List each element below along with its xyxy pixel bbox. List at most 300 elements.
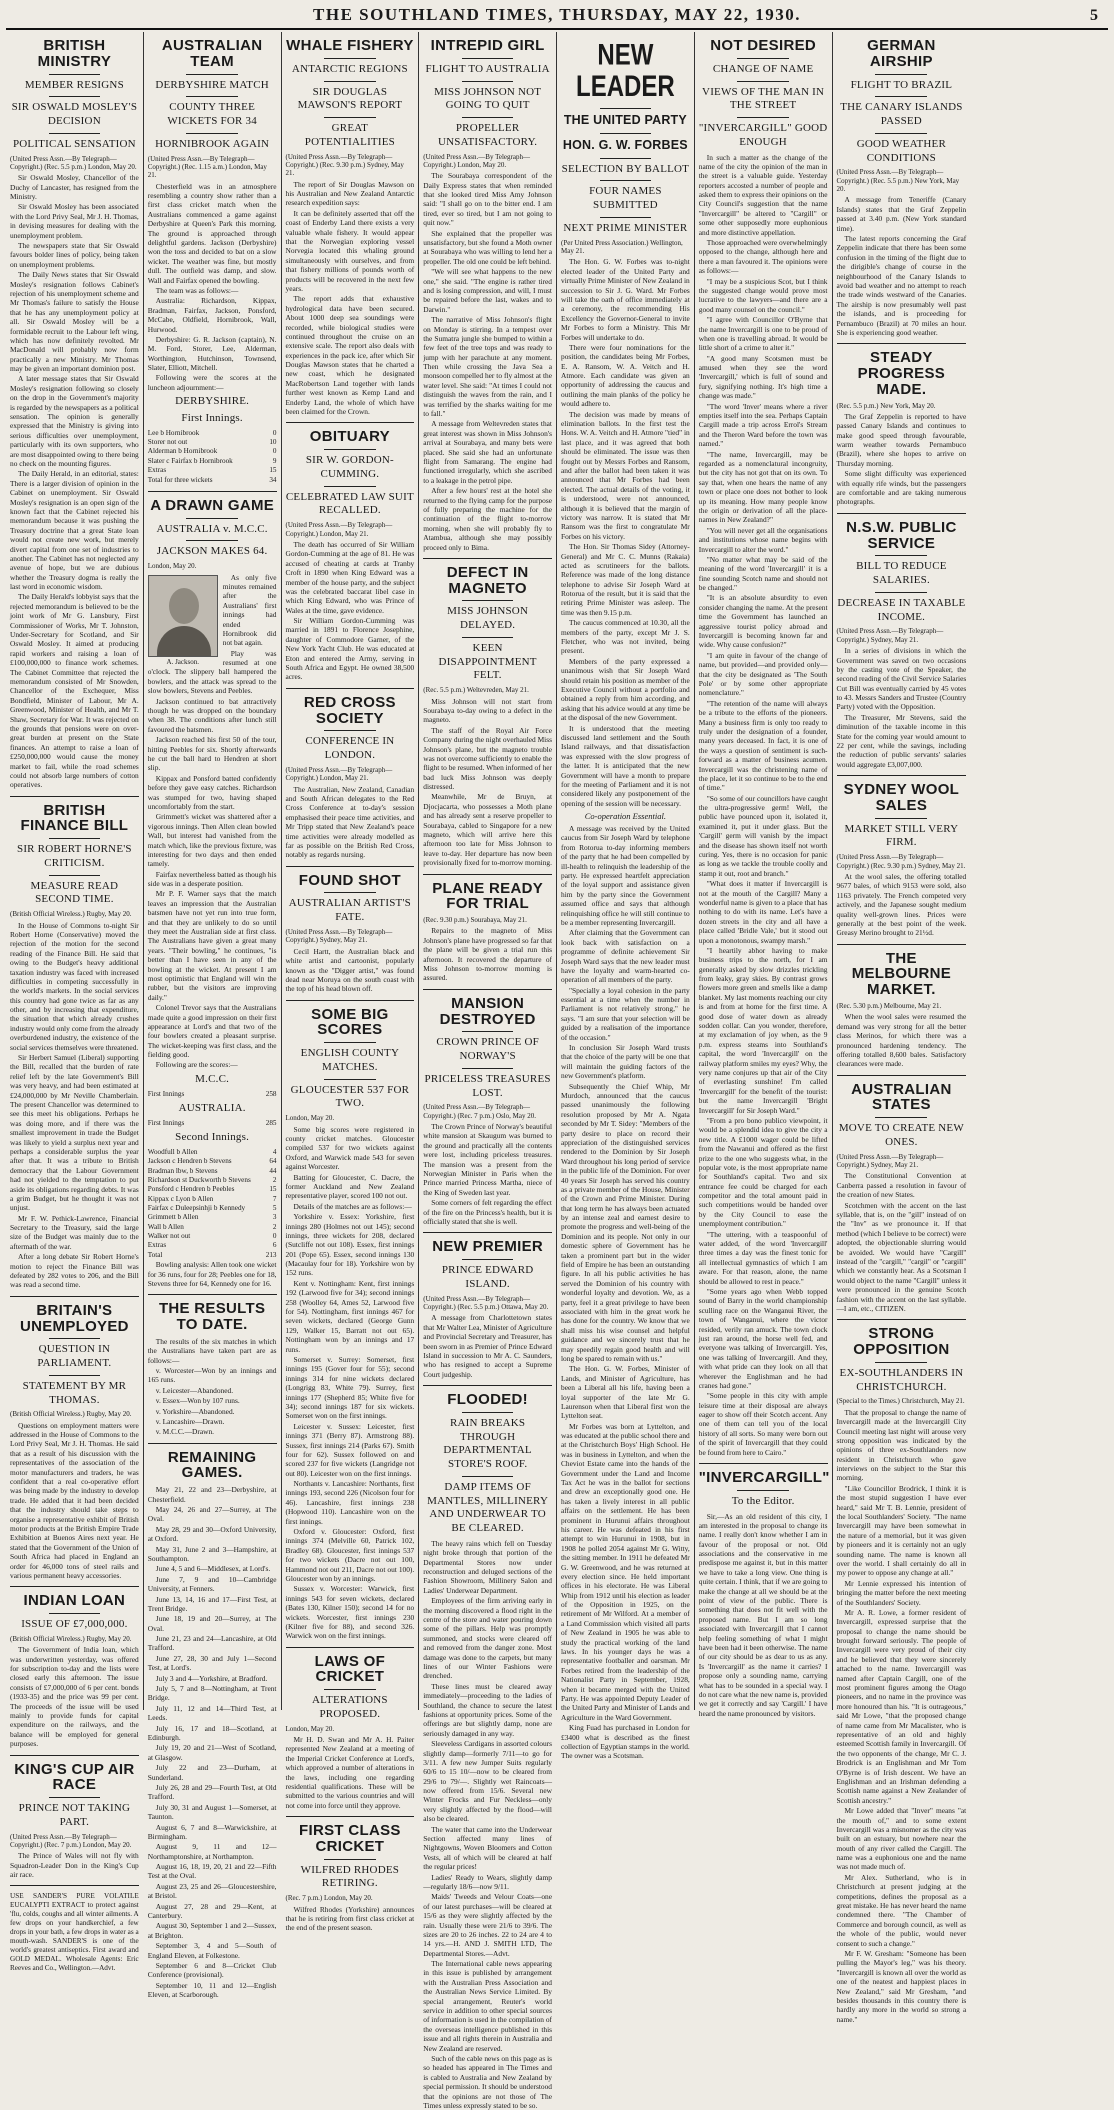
paragraph: June 13, 14, 16 and 17—First Test, at Trent Bridge. xyxy=(147,1594,277,1613)
paragraph: "The uttering, with a teaspoonful of water added, of the word 'Invercargill' three times a day was the finest tonic for all intellectual gymnastics of which I am aware. For that reason, alone, the name should be allowed to rest in peace." xyxy=(698,1229,828,1286)
divider xyxy=(462,1068,514,1069)
divider xyxy=(737,81,789,82)
paragraph: The staff of the Royal Air Force Company during the night overhauled Miss Johnson's plane, but the magneto trouble was not overcome sufficiently to enable the flight to be resumed. When informed of her bad luck Miss Johnson was deeply distressed. xyxy=(423,725,553,792)
paragraph: July 30, 31 and August 1—Somerset, at Taunton. xyxy=(147,1802,277,1822)
divider xyxy=(875,1117,927,1118)
paragraph: The Daily Herald's lobbyist says that the rejected memorandum is believed to be the joint work of Mr G. Lansbury, First Commissioner of Works, Mr T. Johnston, Under-Secretary for Scotland, and Sir Oswald Mosley. It aimed at producing rapid workers and raising a loan of £100,000,000 to finance work schemes. The Cabinet Committee that rejected the memorandum consisted of Mr Snowden, Chancellor of the Exchequer, Miss Bondfield, Minister of Labour, Mr A. Greenwood, Minister of Health, and Mr T. Shaw, Secretary for War. It was rejected on the grounds that pensions were on over-great burden at present on the State finances. An attempt to raise a loan of £250,000,000 would cause the money market to fail, while the road schemes could not absorb large numbers of cotton operatives. xyxy=(10,592,139,790)
headline: OBITUARY xyxy=(309,428,390,446)
paragraph: Sleeveless Cardigans in assorted colours slightly damp—formerly 7/11—to go for 3/11. A few new Jumper Suits regularly 60/6 to 15 10/—now to be cleared from 29/6 to 79/—. Slightly wet Raincoats—now offered from 15/6. Several new Winter Frocks and Fur Neckless—only very slightly affected by the flood—will also be cleared. xyxy=(423,1739,552,1824)
paragraph: v. Essex—Won by 107 runs. xyxy=(155,1396,240,1406)
paragraph: These lines must be cleared away immediately—proceeding to the ladies of Southland, the chance to secure the latest fashions at opportunity prices. Some of the offerings are but slightly damp, none are seriously damaged in any way. xyxy=(423,1681,552,1738)
article xyxy=(10,1586,139,1748)
paragraph: May 21, 22 and 23—Derbyshire, at Chesterfield. xyxy=(147,1485,277,1504)
paragraph: v. Lancashire—Drawn. xyxy=(155,1416,225,1426)
score-batsman: Alderman b Hornibrook xyxy=(147,447,218,456)
subheadline: WILFRED RHODES RETIRING. xyxy=(300,1863,400,1890)
photo-caption: A. Jackson. xyxy=(166,657,199,666)
dateline: (United Press Assn.—By Telegraph—Copyright.) London, May 21. xyxy=(285,521,393,538)
paragraph: Cecil Hartt, the Australian black and white artist and cartoonist, popularly known as the "Digger artist," was found dead near Moruya on the south coast with the top of his head blown off. xyxy=(285,946,415,994)
article xyxy=(837,513,967,769)
subheadline: HORNIBROOK AGAIN xyxy=(155,137,270,150)
headline: NOT DESIRED xyxy=(710,37,817,54)
headline: THE MELBOURNE MARKET. xyxy=(851,949,952,999)
paragraph: August 27, 28 and 29—Kent, at Canterbury. xyxy=(147,1901,277,1921)
dateline: London, May 20. xyxy=(147,562,197,571)
subheadline: PRINCE EDWARD ISLAND. xyxy=(441,1264,534,1290)
divider xyxy=(286,1000,415,1001)
score-runs: 64 xyxy=(269,1157,277,1166)
subheadline: DAMP ITEMS OF MANTLES, MILLINERY AND UNDERWEAR TO BE CLEARED. xyxy=(427,1480,549,1535)
paragraph: June 27, 28, 30 and July 1—Second Test, at Lord's. xyxy=(147,1653,277,1673)
article-body xyxy=(423,171,552,552)
dateline: (Rec. 9.30 p.m.) Sourabaya, May 21. xyxy=(423,916,527,925)
score-row xyxy=(148,429,277,438)
paragraph: Mr Lowe added that "Inver" means "at the mouth of," and to some extent Invercargill was a misnomer as the city was built on an estuary, but nowhere near the mouth of any river called the Cargill. The name was a euphonious one and the name was not made much of. xyxy=(836,1806,967,1872)
dateline: London, May 20. xyxy=(285,1724,335,1733)
article xyxy=(837,944,967,1069)
subheadline: MISS JOHNSON NOT GOING TO QUIT xyxy=(434,85,542,112)
article xyxy=(423,38,552,552)
subheadline: SIR OSWALD MOSLEY'S DECISION xyxy=(11,101,138,127)
divider xyxy=(286,866,415,867)
score-row xyxy=(148,1185,277,1194)
score-total-label: Total for three wickets xyxy=(147,475,213,484)
score-row xyxy=(148,1167,277,1176)
divider xyxy=(49,1338,101,1339)
headline: LAWS OF CRICKET xyxy=(314,1652,386,1686)
paragraph: Sir Oswald Mosley has been associated with the Lord Privy Seal, Mr J. H. Thomas, in devising measures for dealing with the unemployment problem. xyxy=(10,202,139,240)
page-number: 5 xyxy=(1090,7,1098,24)
paragraph: August 23, 25 and 26—Gloucestershire, at Bristol. xyxy=(147,1881,277,1901)
score-runs: 0 xyxy=(272,447,277,456)
divider xyxy=(10,1885,139,1886)
paragraph: In the House of Commons to-night Sir Robert Horne (Conservative) moved the rejection of the motion for the second reading of the Finance Bill. He said that owing to the Budget's heavy additional taxation industry was faced with increased difficulties in competing successfully in the world's markets. In the social services this country had gone twice as far as any other, and by increasing that expenditure, the situation that which already crushes industry would only come from the already overburdened industry, the existence of the social services themselves were threatened. xyxy=(10,920,139,1052)
dateline: (British Official Wireless.) Rugby, May 20. xyxy=(10,1410,132,1419)
article-body xyxy=(699,153,828,1458)
dateline: (United Press Assn.—By Telegraph—Copyright.) London, May 21. xyxy=(285,765,393,783)
subheadline: ALTERATIONS PROPOSED. xyxy=(312,1694,388,1720)
dateline: (Per United Press Association.) Wellington, May 21. xyxy=(561,238,683,256)
divider xyxy=(186,540,238,541)
divider xyxy=(462,600,514,601)
paragraph: Ladies' Ready to Wears, slightly damp—regularly 18/6—now 9/11. xyxy=(423,1872,552,1891)
divider xyxy=(737,1490,789,1491)
score-row xyxy=(148,1176,277,1185)
score-runs: 285 xyxy=(265,1118,277,1127)
divider xyxy=(600,217,652,218)
headline: FIRST CLASS CRICKET xyxy=(299,1822,401,1855)
score-runs: 44 xyxy=(269,1166,277,1175)
score-row xyxy=(148,447,277,456)
column-4 xyxy=(419,32,557,2110)
subheadline: SIR ROBERT HORNE'S CRITICISM. xyxy=(17,843,132,869)
paragraph: "You will never get all the organisations and institutions whose name begins with Invercargill to alter the word." xyxy=(698,525,828,554)
score-runs: 0 xyxy=(272,1232,277,1241)
subheadline: COUNTY THREE WICKETS FOR 34 xyxy=(167,101,257,127)
dateline: (Rec. 5.5 p.m.) Weltevreden, May 21. xyxy=(423,686,529,695)
score-row xyxy=(148,1241,277,1250)
paragraph: The Prince of Wales will not fly with Squadron-Leader Don in the King's Cup air race. xyxy=(10,1851,139,1880)
paragraph: May 31, June 2 and 3—Hampshire, at Southampton. xyxy=(147,1544,277,1563)
divider xyxy=(875,1362,927,1363)
headline: BRITAIN'S UNEMPLOYED xyxy=(19,1301,129,1335)
paragraph: The Daily News states that Sir Oswald Mosley's resignation follows Cabinet's rejection of his unemployment scheme and Mr Thomas's failure to satisfy the House that he has any unemployment policy at all. Sir Oswald Mosley will be a formidable recruit to the Labour left wing, which has now definitely revolted. Mr MacDonald will probably now form practically a new Ministry. Mr Thomas may be given an important dominion post. xyxy=(10,270,139,374)
headline: A DRAWN GAME xyxy=(150,496,275,514)
divider xyxy=(324,892,376,893)
scorecard xyxy=(148,1119,277,1128)
divider xyxy=(324,449,376,450)
paragraph: Mr P. F. Warner says that the match leaves an impression that the Australian batsmen have not yet run into true form, and that they are unlikely to do so until they meet the Australian side at first class. The Australians have given a great many years. "Their bowling," he continues, "is better than I have seen in any of the bowling at the wicket. At present I am most optimistic that England will win the rubber, but the visitors are improving daily." xyxy=(147,889,277,1002)
score-runs: 2 xyxy=(272,1222,277,1231)
score-row xyxy=(148,457,277,466)
subheadline: MOVE TO CREATE NEW ONES. xyxy=(838,1122,964,1148)
column-6 xyxy=(695,32,833,1718)
paragraph: July 22 and 23—Durham, at Sunderland. xyxy=(147,1763,277,1782)
divider xyxy=(324,1079,376,1080)
score-batsman: Wall b Allen xyxy=(147,1222,184,1231)
paragraph: June 7, 9 and 10—Cambridge University, at Fenners. xyxy=(147,1574,277,1594)
subheadline: GREAT POTENTIALITIES xyxy=(304,122,395,148)
paragraph: Fairfax nevertheless batted as though his side was in a desperate position. xyxy=(147,869,277,889)
paragraph: The Hon. Sir Thomas Sidey (Attorney-General) and Mr C. C. Munns (Rakaia) acted as scrutineers for the ballots. Reference was made of the long distance telephone to advise Sir Joseph Ward at Rotorua of the result, but it is said that the retiring Prime Minister was asleep. The time was then 9.15 p.m. xyxy=(561,542,690,617)
divider xyxy=(837,513,967,514)
paragraph: The Sourabaya correspondent of the Daily Express states that when reminded that she looked tired Miss Amy Johnson said: "I shall go on to the bitter end. I am tired, ever so tired, but I am not going to quit now." xyxy=(423,171,552,228)
scorecard xyxy=(148,429,277,476)
article-body xyxy=(837,1171,967,1313)
dateline: (United Press Assn.—By Telegraph—Copyright.) (Rec. 5.5 p.m.) New York, May 20. xyxy=(836,168,960,194)
dateline: (Rec. 7 p.m.) London, May 20. xyxy=(285,1894,373,1903)
score-batsman: Fairfax c Duleepsinhji b Kennedy xyxy=(147,1204,246,1212)
dateline: (British Official Wireless.) Rugby, May 20. xyxy=(10,1634,132,1643)
paragraph: After a long debate Sir Robert Horne's motion to reject the Finance Bill was defeated by 282 votes to 206, and the Bill was read a second time. xyxy=(10,1252,139,1290)
paragraph: Some corners of felt regarding the effect of the fire on the Princess's health, but it is officially stated that she is well. xyxy=(423,1198,552,1226)
paragraph: "Specially a loyal cohesion in the party essential at a time when the number in Parliament is not relatively strong," he says. "I am sure that your selection will be guided by a realisation of the importance of the occasion." xyxy=(561,985,690,1042)
headline: THE RESULTS TO DATE. xyxy=(158,1300,266,1334)
article-body xyxy=(286,540,415,682)
subheadline: POLITICAL SENSATION xyxy=(12,137,136,150)
article xyxy=(10,38,139,790)
score-batsman: Ponsford c Hendren b Peebles xyxy=(147,1185,235,1194)
score-title: AUSTRALIA. xyxy=(178,1101,246,1114)
divider xyxy=(423,558,552,559)
score-batsman: Walker not out xyxy=(147,1232,191,1241)
paragraph: Sir,—As an old resident of this city, I am interested in the proposal to change its name. I really don't know whether I am in favour of the proposal or not. Old associations and the conservative in me predispose me against it, but in this matter we have to take a long view. One thing is quite certain. I think, that if we are going to make the change at all we should be at the point of view of the public. There is something that does not fit well with the proposed name. But I am so long associated with Invercargill that I cannot help feeling something of what I might have been had it been otherwise. The name of our city should be as dear to us as any. Is 'Invercargill' as the name it carries? I propose only a sounding name, carrying what has to be sounded in a special way. I do not care what the new name is, provided we get it correctly and say 'Cargill.' I have heard the name pronounced by visitors. xyxy=(698,1511,828,1718)
article xyxy=(423,1232,552,1379)
paragraph: Miss Johnson will not start from Sourabaya to-day owing to a defect in the magneto. xyxy=(423,696,552,725)
dateline: (United Press Assn.—By Telegraph—Copyright.) (Rec. 7 p.m.) Oslo, May 20. xyxy=(423,1103,537,1120)
paragraph: July 19, 20 and 21—West of Scotland, at Glasgow. xyxy=(147,1743,277,1762)
divider xyxy=(875,96,927,97)
divider xyxy=(324,486,376,487)
paragraph: Grimmett's wicket was shattered after a vigorous innings. Then Allen clean bowled Wall, but interest had vanished from the match which, like the previous fixture, was interesting for two days and then ended tamely. xyxy=(147,812,277,869)
headline: INTREPID GIRL xyxy=(430,37,545,54)
article xyxy=(148,491,277,1288)
article-body xyxy=(837,195,967,337)
column-5 xyxy=(557,32,695,1761)
paragraph: A message was received by the United caucus from Sir Joseph Ward by telephone from Rotorua to-day informing members of the party that he had been compelled by ill-health to relinquish the leadership of the party. He expressed heartfelt appreciation of the loyal support and assistance given him by the party since the Government assumed office and says that although relinquishing office he will still continue to be a member representing Invercargill. xyxy=(561,824,690,927)
paragraph: She explained that the propeller was unsatisfactory, but she found a Moth owner at Sourabaya who was willing to lend her a propeller. The old one could be left behind. xyxy=(423,228,552,266)
divider xyxy=(148,1443,277,1444)
score-total-label: Total xyxy=(147,1250,163,1259)
divider xyxy=(324,117,376,118)
article xyxy=(423,874,552,983)
subheadline: FLIGHT TO BRAZIL xyxy=(850,78,953,91)
score-batsman: Richardson st Duckworth b Stevens xyxy=(147,1175,251,1184)
article xyxy=(10,796,139,1290)
divider xyxy=(49,133,101,134)
divider xyxy=(837,1319,967,1320)
dateline: (Special to the Times.) Christchurch, May 21. xyxy=(836,1397,965,1406)
paragraph: In conclusion Sir Joseph Ward trusts that the choice of the party will be one that will maintain the guiding factors of the new Government's platform. xyxy=(561,1043,690,1081)
dateline: (United Press Assn.—By Telegraph—Copyright.) (Rec. 5.5 p.m.) London, May 20. xyxy=(10,154,137,171)
paragraph: Details of the matches are as follows:— xyxy=(293,1201,412,1211)
paragraph: The heavy rains which fell on Tuesday night broke through that portion of the Departmental Stores now under reconstruction and deluged sections of the Fashion Showroom, Millinery Salon and Ladies' Underwear Department. xyxy=(423,1538,552,1595)
paragraph: At the wool sales, the offering totalled 9677 bales, of which 9153 were sold, also 1163 privately. The French competed very actively, and the Japanese sought medium quality well-grown lines. Prices were generally at the best point of the week. Greasy Merino brought to 21½d. xyxy=(836,871,967,938)
paragraph: The newspapers state that Sir Oswald favours bolder lines of policy, being taken on unemployment problems. xyxy=(10,241,139,269)
score-runs: 15 xyxy=(269,466,277,475)
article-body xyxy=(148,1260,277,1288)
score-total-value: 34 xyxy=(269,475,277,484)
score-row xyxy=(148,476,277,485)
paragraph: "From a pro bono publico viewpoint, it would be a splendid idea to give the city a new title. A £1000 wager could be lifted from the Nawanui and offered as the first prize to the one who suggests what, in the popular vote, is the most appropriate name for Southland's capital. Two and six entrance fee could be charged for each competitor and the total amount paid in such competitions would be handed over by the City Council to ease the unemployment contribution." xyxy=(698,1115,828,1229)
paragraph: In a series of divisions in which the Government was saved on two occasions by the casting vote of the Speaker, the second reading of the Civil Service Salaries Cut Bill was eventually carried by 45 votes to 43. Messrs Sanders and Trustee (Country Party) voted with the Opposition. xyxy=(836,646,967,712)
divider xyxy=(462,81,514,82)
headline: PLANE READY FOR TRIAL xyxy=(432,879,544,913)
paragraph: "No matter what may be said of the meaning of the word 'Invercargill' it is a fine sounding Scotch name and should not be changed." xyxy=(698,554,828,593)
headline: BRITISH FINANCE BILL xyxy=(20,801,129,835)
subheadline: SELECTION BY BALLOT xyxy=(561,162,690,175)
paragraph: June 4, 5 and 6—Middlesex, at Lord's. xyxy=(155,1564,271,1574)
paragraph: The water that came into the Underwear Section affected many lines of Nightgowns, Woven Bloomers and Cotton Vests, all of which will be cleared at half the regular prices! xyxy=(423,1824,552,1872)
headline: AUSTRALIAN STATES xyxy=(851,1080,952,1114)
paragraph: King Fuad has purchased in London for £3400 what is described as the finest collection of Egyptian stamps in the world. The owner was a Scotsman. xyxy=(561,1723,690,1761)
paragraph: v. Yorkshire—Abandoned. xyxy=(155,1406,235,1416)
article-body xyxy=(423,1122,552,1226)
subheadline: GLOUCESTER 537 FOR TWO. xyxy=(290,1083,410,1110)
paragraph: "So some of our councillors have caught the ultra-progressive germ! Well, the public have pounced upon it, isolated it, examined it, put it under glass. But the 'Cargill' germ will vanish by the impact and the disease has shown itself not worth curing. Yes, there is no occasion for panic as long as we tackle the trouble coolly and stamp it out, root and branch." xyxy=(698,793,828,878)
score-row xyxy=(148,466,277,475)
paragraph: August 30, September 1 and 2—Sussex, at Brighton. xyxy=(147,1921,277,1940)
score-row xyxy=(148,1195,277,1204)
subheadline: NEXT PRIME MINISTER xyxy=(563,221,688,234)
article xyxy=(10,1755,139,1880)
divider xyxy=(324,1689,376,1690)
dateline: (United Press Assn.—By Telegraph—Copyright.) London, May 20. xyxy=(423,152,530,169)
article xyxy=(837,1319,967,2024)
subheadline: DECREASE IN TAXABLE INCOME. xyxy=(837,596,966,623)
subheadline: ANTARCTIC REGIONS xyxy=(291,62,408,75)
paragraph: The report adds that exhaustive hydrological data have been secured. About 1000 deep sea soundings were recorded, while biological studies were continued throughout the cruise on an extensive scale. The report also deals with experiences in the pack ice, after which Sir Douglas Mawson states that he charted a new coast, which he designated MacRobertson Land together with lands further west known as Kemp Land and Enderby Land, the whole of which have been claimed for the Crown. xyxy=(285,294,415,417)
paragraph: "It is an absolute absurdity to even consider changing the name. At the present time the Government has launched an aggressive tourist policy abroad and Invercargill is becoming known far and wide. Why cause confusion?" xyxy=(698,593,828,650)
paragraph: "Some years ago when Webb topped sound of Barry in the world championship sculling race on the Wanganui River, the town of Wanganui, where the victor resided, verily ran amuck. The town clock just ran around, the horse well fed, and everyone was talking of Invercargill. Yes, one was talking of Invercargill. And they, with what pride can they look on all that wherever the Englishman and he had cranes had gone." xyxy=(698,1286,828,1390)
score-row xyxy=(148,438,277,447)
paragraph: Maids' Tweeds and Velour Coats—one of our latest purchases—will be cleared at 15/6 as they were slightly affected by the rain. Usually these were 21/6 to 39/6. The sizes are 20 to 26 inches. 22 to 24 are 4 to 14 yrs.—H. AND J. SMITH LTD, The Departmental Stores.—Advt. xyxy=(423,1892,552,1958)
paragraph: Some big scores were registered in county cricket matches. Gloucester compiled 537 for two wickets against Oxford, and Warwick made 543 for seven against Worcester. xyxy=(285,1124,415,1172)
article xyxy=(148,1443,277,2000)
paragraph: The caucus commenced at 10.30, all the members of the party, except Mr J. S. Fletcher, who was not invited, being present. xyxy=(561,618,690,656)
subheadline: RAIN BREAKS THROUGH DEPARTMENTAL STORE'S ROOF. xyxy=(443,1416,532,1471)
paragraph: Play was resumed at one o'clock. The slippery ball hampered the bowlers, and the attack was spread to the slow bowlers, Stevens and Peebles. xyxy=(147,648,277,696)
score-runs: 258 xyxy=(265,1089,277,1098)
article xyxy=(423,989,552,1227)
column-2 xyxy=(144,32,282,2000)
paragraph: The Treasurer, Mr Stevens, said the diminution of the taxable income in this State for the coming year would amount to 22 per cent, while the savings, including the reduction of public servants' salaries would aggregate £3,007,000. xyxy=(836,712,967,769)
divider xyxy=(837,775,967,776)
subheadline: MEMBER RESIGNS xyxy=(24,78,124,91)
subheadline: FLIGHT TO AUSTRALIA xyxy=(425,62,550,75)
divider xyxy=(462,637,514,638)
article-body xyxy=(423,1539,552,2110)
article-body xyxy=(286,1905,415,1933)
subheadline: SIR W. GORDON-CUMMING. xyxy=(305,454,394,480)
masthead-title: THE SOUTHLAND TIMES, THURSDAY, MAY 22, 1930. xyxy=(313,5,801,24)
article-body xyxy=(148,573,277,1070)
headline: FOUND SHOT xyxy=(298,871,401,889)
divider xyxy=(462,1259,514,1260)
subheadline: VIEWS OF THE MAN IN THE STREET xyxy=(702,85,825,112)
paragraph: The Graf Zeppelin is reported to have passed Canary Islands and continues to make good speed through favourable, warm weather towards Pernambuco (Brazil), where she hopes to arrive on Thursday morning. xyxy=(836,411,967,468)
paragraph: The report of Sir Douglas Mawson on his Australian and New Zealand Antarctic research expedition says: xyxy=(285,179,415,208)
column-7 xyxy=(833,32,971,2024)
divider xyxy=(10,1755,139,1756)
headline: RED CROSS SOCIETY xyxy=(303,693,396,727)
headline: FLOODED! xyxy=(447,1391,528,1409)
paragraph: A later message states that Sir Oswald Mosley's resignation following so closely on the drop in the Government's majority is regarded by the newspapers as a political sensation. The opinion is generally expressed that the Ministry is giving into serious difficulties over unemployment, particularly with its own supporters, who are most disappointed owing to there being no check on the mounting figures. xyxy=(10,374,139,468)
paragraph: Bowling analysis: Allen took one wicket for 36 runs, four for 28; Peebles one for 18, Stevens three for 64, Kennedy one for 16. xyxy=(147,1260,277,1288)
dateline: (United Press Assn.—By Telegraph—Copyright.) Sydney, May 21. xyxy=(836,627,944,644)
paragraph: v. Leicester—Abandoned. xyxy=(155,1385,234,1395)
article xyxy=(286,38,415,416)
paragraph: The results of the six matches in which the Australians have taken part are as follows:— xyxy=(147,1336,277,1365)
paragraph: Wilfred Rhodes (Yorkshire) announces that he is retiring from first class cricket at the end of the present season. xyxy=(285,1904,415,1933)
paragraph: It can be definitely asserted that off the coast of Enderby Land there exists a very valuable whale fishery. It would appear that the Norwegian exploring vessel Norvegia located this whaling ground simultaneously with ourselves, and from that fishery millions of pounds worth of products will be recovered in the next few years. xyxy=(285,208,415,293)
score-row xyxy=(148,1223,277,1232)
paragraph: "Like Councillor Brodrick, I think it is the most stupid suggestion I have ever heard," said Mr T. B. Lennie, president of the local Southlanders' Society. "The name Invercargill may have been somewhat in the nature of a memorial, but it was given by pioneers and it is certainly not an ugly sounding name. The name is known all over the world. I shall certainly do all in my power to oppose any change at all." xyxy=(836,1483,967,1578)
score-batsman: Lee b Hornibrook xyxy=(147,428,200,437)
article xyxy=(837,343,967,507)
article-body xyxy=(423,697,552,868)
divider xyxy=(49,838,101,839)
article-body xyxy=(148,1337,277,1437)
paragraph: July 5, 7 and 8—Nottingham, at Trent Bridge. xyxy=(147,1684,277,1703)
score-row xyxy=(148,1119,277,1128)
headline: STRONG OPPOSITION xyxy=(853,1325,950,1359)
divider xyxy=(49,1797,101,1798)
paragraph: Sir Oswald Mosley, Chancellor of the Duchy of Lancaster, has resigned from the Ministry. xyxy=(10,173,139,202)
paragraph: A message from Charlottetown states that Mr Walter Lea, Minister of Agriculture and Provincial Secretary and Treasurer, has been sworn in as Premier of Prince Edward Island in succession to Mr A. C. Saunders, who has resigned to accept a Supreme Court judgeship. xyxy=(423,1313,552,1379)
paragraph: Kent v. Nottingham: Kent, first innings 192 (Larwood five for 34); second innings 258 (Woolley 64, Ames 52, Larwood five for 54). Nottingham, first innings 467 for seven wickets, declared (George Gunn 129, Walker 15, Barratt not out 65). Nottingham won by an innings and 17 runs. xyxy=(285,1278,415,1354)
article-body xyxy=(699,1512,828,1719)
dateline: (United Press Assn.—By Telegraph—Copyright.) (Rec. 5.5 p.m.) Ottawa, May 20. xyxy=(423,1294,549,1312)
score-runs: 5 xyxy=(272,1204,277,1212)
article-body xyxy=(10,1421,139,1581)
paragraph: "A good many Scotsmen must be amused when they see the word 'Invercargill,' which is full of sound and fury, signifying nothing. It's high time a change was made." xyxy=(698,353,828,401)
score-row xyxy=(148,1251,277,1260)
score-subtitle: First Innings. xyxy=(181,412,243,425)
subheadline: AUSTRALIA v. M.C.C. xyxy=(156,522,268,535)
paragraph: July 26, 28 and 29—Fourth Test, at Old Trafford. xyxy=(147,1782,277,1802)
divider xyxy=(875,133,927,134)
subheadline: ISSUE OF £7,000,000. xyxy=(21,1618,128,1631)
paragraph: "Some people in this city with ample leisure time at their disposal are always eager to show off their Scotch accent. Any one of them can tell you of the local history of all sorts. So many were born out of the spirit of Invercargill that they could be found from here to Cairo." xyxy=(698,1391,828,1457)
paragraph: Chesterfield was in an atmosphere resembling a country show rather than a first class cricket match when the Australians commenced a game against Derbyshire at Queen's Park this morning. The ground is approached through delightful gardens. Jackson (Derbyshire) won the toss and decided to bat on a slow wicket. The weather was fine, but mostly dull. The outfield was damp, and slow. Wall and Fairfax opened the bowling. xyxy=(147,181,277,285)
paragraph: After claiming that the Government can look back with satisfaction on a programme of definite achievement Sir Joseph Ward says that the new leader must have the loyalty and warm-hearted co-operation of all members of the party. xyxy=(561,928,690,985)
paragraph: June 18, 19 and 20—Surrey, at The Oval. xyxy=(147,1614,277,1633)
paragraph: "We will see what happens to the new one," she said. "The engine is rather tired and is losing compression, and will, I must be repaired before the last, wakes and to Darwin." xyxy=(423,267,552,314)
subheadline: PRICELESS TREASURES LOST. xyxy=(424,1072,551,1099)
paragraph: September 10, 11 and 12—English Eleven, at Scarborough. xyxy=(147,1980,277,2000)
divider xyxy=(186,518,238,519)
score-runs: 3 xyxy=(272,1213,277,1222)
divider xyxy=(600,180,652,181)
subheadline: STATEMENT BY MR THOMAS. xyxy=(22,1379,127,1406)
divider xyxy=(423,1232,552,1233)
divider xyxy=(49,1375,101,1376)
article-body xyxy=(837,412,967,507)
article xyxy=(286,866,415,994)
divider xyxy=(324,81,376,82)
article xyxy=(148,1294,277,1436)
score-runs: 7 xyxy=(272,1194,277,1203)
divider xyxy=(148,1294,277,1295)
divider xyxy=(462,1476,514,1477)
score-row xyxy=(148,1157,277,1166)
divider xyxy=(286,422,415,423)
column-1 xyxy=(6,32,144,1973)
paragraph: Northants v. Lancashire: Northants, first innings 193, second 226 (Nicolson four for 46). Lancashire, first innings 238 (Hopwood 110). Lancashire won on the first innings. xyxy=(285,1479,415,1526)
headline: DEFECT IN MAGNETO xyxy=(446,563,529,597)
subheadline: SIR DOUGLAS MAWSON'S REPORT xyxy=(297,85,403,112)
article-body xyxy=(286,1125,415,1641)
score-title: M.C.C. xyxy=(195,1072,230,1085)
divider xyxy=(737,58,789,59)
paragraph: Some slight difficulty was experienced with equally rife winds, but the passengers are comfortable and are taking numerous photographs. xyxy=(836,469,967,507)
score-total-value: 213 xyxy=(265,1250,277,1259)
score-runs: 9 xyxy=(272,456,277,465)
score-runs: 2 xyxy=(272,1175,277,1184)
subheadline: AUSTRALIAN ARTIST'S FATE. xyxy=(288,897,411,924)
subheadline: KEEN DISAPPOINTMENT FELT. xyxy=(438,641,537,682)
divider xyxy=(875,555,927,556)
paragraph: "I may be a suspicious Scot, but I think the suggested change would prove most lucrative to the lawyers—and there are a good many counsel on the council." xyxy=(698,276,828,314)
subheadline: DERBYSHIRE MATCH xyxy=(155,78,269,91)
divider xyxy=(600,158,652,159)
score-row xyxy=(148,1090,277,1099)
paragraph: Batting for Gloucester, C. Dacre, the former Auckland and New Zealand representative player, scored 100 not out. xyxy=(285,1172,415,1201)
score-batsman: Woodfull b Allen xyxy=(147,1147,198,1156)
article xyxy=(286,422,415,681)
score-title: DERBYSHIRE. xyxy=(175,395,250,408)
headline: STEADY PROGRESS MADE. xyxy=(857,349,946,398)
paragraph: August 9, 11 and 12—Northamptonshire, at Northampton. xyxy=(147,1842,277,1861)
paragraph: Meanwhile, Mr de Bruyn, at Djocjacarta, who possesses a Moth plane and has already sent a reserve propeller to Sourabaya, cabled to Singapore for a new magneto, which will arrive here this afternoon too late for Miss Johnson to leave to-day. Her departure has now been provisionally fixed for to-morrow morning. xyxy=(423,792,552,868)
divider xyxy=(423,989,552,990)
headline: BRITISH MINISTRY xyxy=(37,37,112,70)
article-body xyxy=(837,1012,967,1068)
paragraph: The Constitutional Convention at Canberra passed a resolution in favour of the creation of new States. xyxy=(836,1171,967,1200)
divider xyxy=(462,1412,514,1413)
paragraph: Sussex v. Worcester: Warwick, first innings 543 for seven wickets, declared (Bates 130, Kilner 150); second 14 for no wickets. Worcester, first innings 230 (Kilner five for 88), and second 326. Warwick won on the first innings. xyxy=(285,1584,415,1641)
subheadline: QUESTION IN PARLIAMENT. xyxy=(37,1343,112,1370)
divider xyxy=(324,1859,376,1860)
paragraph: Mr A. R. Lowe, a former resident of Invercargill, expressed surprise that the proposal to change the name should be brought forward seriously. The people of Invercargill were very proud of their city and he believed that they were sincerely attached to the name. Invercargill was named after Captain Cargill, one of the most prominent figures among the Otago pioneers, and no name in the province was more honoured than his. "It is outrageous," said Mr Lowe, "that the proposed change of name came from Mr Macalister, who is representative of an old and highly esteemed Scottish family in Invercargill. Of the two opponents of the change, Mr C. J. Brodrick is an Englishman and Mr Tom O'Byrne is of Irish descent. We have an Englishman and an Irishman defending a Scottish name against a New Zealander of Scottish ancestry." xyxy=(836,1607,967,1805)
section-subhead: Co-operation Essential. xyxy=(584,811,666,822)
score-runs: 10 xyxy=(269,438,277,447)
subheadline: PROPELLER UNSATISFACTORY. xyxy=(437,122,538,148)
score-batsman: Storer not out xyxy=(147,438,188,447)
subheadline: MEASURE READ SECOND TIME. xyxy=(30,879,119,906)
paragraph: The Crown Prince of Norway's beautiful white mansion at Skaugum was burned to the ground and practically all the contents were lost, including priceless treasures. The mansion was a present from the Norwegian Minister in Paris when the Prince married Princess Martha, niece of the King of Sweden last year. xyxy=(423,1122,552,1197)
